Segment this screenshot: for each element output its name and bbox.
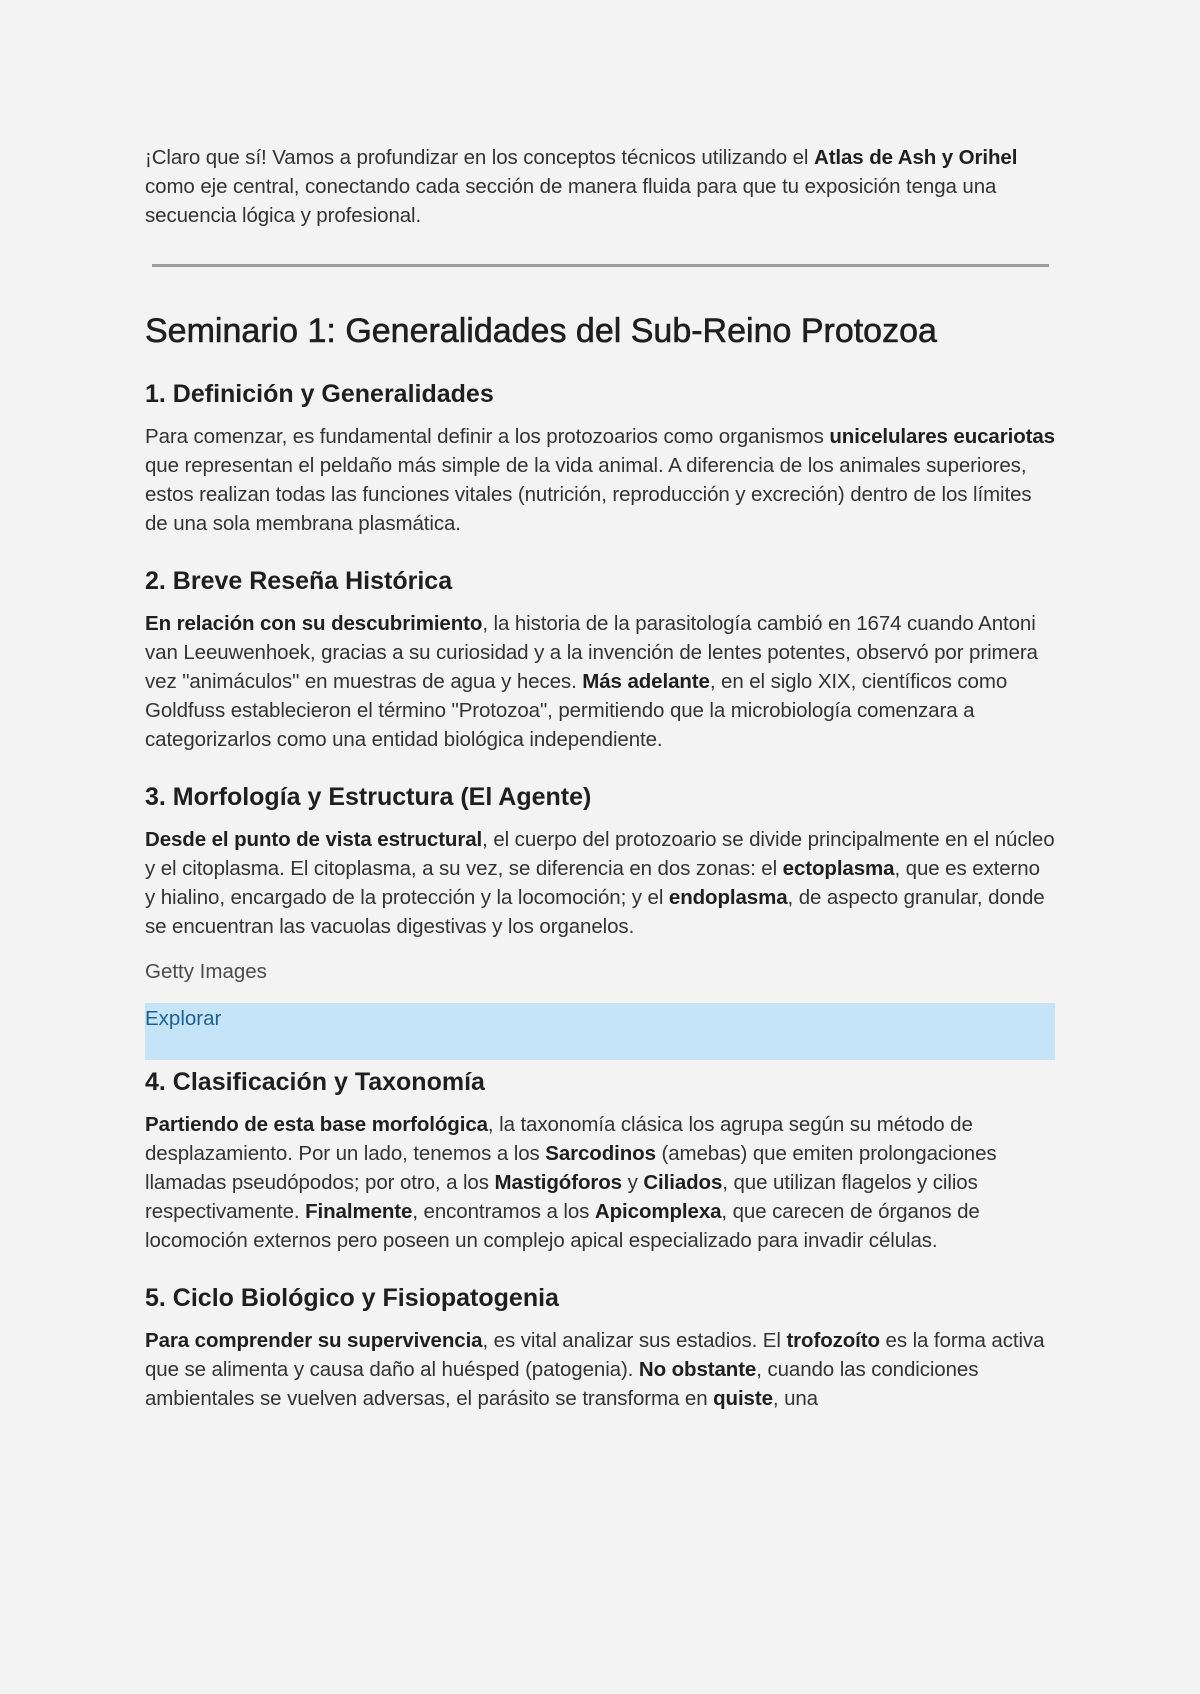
text-run: , encontramos a los <box>412 1200 595 1223</box>
bold-run: Apicomplexa <box>594 1200 722 1223</box>
section-heading: 1. Definición y Generalidades <box>145 380 494 408</box>
image-credit: Getty Images <box>145 960 267 983</box>
text-run: es la forma activa que se alimenta y causa daño al huésped (patogenia). <box>145 1329 1045 1381</box>
section-heading: 3. Morfología y Estructura (El Agente) <box>145 783 592 811</box>
bold-run: Más adelante <box>582 670 710 693</box>
section-historia <box>145 565 1055 754</box>
section-heading: 4. Clasificación y Taxonomía <box>145 1068 485 1096</box>
text-run: , de aspecto granular, donde se encuentran las vacuolas digestivas y los organelos. <box>145 886 1045 938</box>
text-run: (amebas) que emiten prolongaciones llamadas pseudópodos; por otro, a los <box>145 1142 997 1194</box>
bold-run: ectoplasma <box>782 857 895 880</box>
bold-run: Partiendo de esta base morfológica <box>145 1113 488 1136</box>
bold-run: Ciliados <box>643 1171 723 1194</box>
text-run: , que utilizan flagelos y cilios respectivamente. <box>145 1171 978 1223</box>
text-run: que representan el peldaño más simple de la vida animal. A diferencia de los animales superiores, estos realizan todas las funciones vitales (nutrición, reproducción y excreción) dentro de los límites de una sola membrana plasmática. <box>145 454 1032 535</box>
document-content <box>145 143 1055 1413</box>
bold-run: quiste <box>713 1387 773 1410</box>
text-run: , en el siglo XIX, científicos como Goldfuss establecieron el término "Protozoa", permitiendo que la microbiología comenzara a categorizarlos como una entidad biológica independiente. <box>145 670 1008 751</box>
text-run: , cuando las condiciones ambientales se vuelven adversas, el parásito se transforma en <box>145 1358 979 1410</box>
bold-run: Atlas de Ash y Orihel <box>813 146 1018 169</box>
text-run: como eje central, conectando cada sección de manera fluida para que tu exposición tenga una secuencia lógica y profesional. <box>145 175 997 227</box>
bold-run: Finalmente <box>305 1200 413 1223</box>
bold-run: Desde el punto de vista estructural <box>145 828 483 851</box>
bold-run: Para comprender su supervivencia <box>145 1329 483 1352</box>
section-paragraph <box>145 825 1055 941</box>
bold-run: En relación con su descubrimiento <box>145 612 483 635</box>
text-run: , una <box>772 1387 818 1410</box>
bold-run: No obstante <box>638 1358 757 1381</box>
section-paragraph <box>145 422 1055 538</box>
bold-run: Sarcodinos <box>545 1142 656 1165</box>
text-run: ¡Claro que sí! Vamos a profundizar en los conceptos técnicos utilizando el <box>145 146 814 169</box>
page-title: Seminario 1: Generalidades del Sub-Reino Protozoa <box>145 312 937 350</box>
explore-link[interactable]: Explorar <box>145 1007 222 1030</box>
text-run: , la historia de la parasitología cambió en 1674 cuando Antoni van Leeuwenhoek, gracias a su curiosidad y a la invención de lentes potentes, observó por primera vez "animáculos" en muestras de agua y heces. <box>145 612 1038 693</box>
section-heading: 2. Breve Reseña Histórica <box>145 567 453 595</box>
bold-run: Mastigóforos <box>494 1171 622 1194</box>
section-paragraph <box>145 609 1055 754</box>
text-run: y <box>621 1171 644 1194</box>
text-run: , que es externo y hialino, encargado de la protección y la locomoción; y el <box>145 857 1040 909</box>
text-run: Para comenzar, es fundamental definir a los protozoarios como organismos <box>145 425 830 448</box>
explore-bar[interactable] <box>145 1003 1055 1060</box>
section-ciclo <box>145 1282 1055 1413</box>
horizontal-divider <box>152 264 1049 267</box>
section-paragraph <box>145 1110 1055 1255</box>
text-run: , que carecen de órganos de locomoción externos pero poseen un complejo apical especializado para invadir células. <box>145 1200 980 1252</box>
bold-run: trofozoíto <box>786 1329 880 1352</box>
text-run: , es vital analizar sus estadios. El <box>482 1329 787 1352</box>
section-clasificacion <box>145 1066 1055 1255</box>
bold-run: unicelulares eucariotas <box>829 425 1055 448</box>
intro-paragraph <box>145 143 1055 230</box>
section-heading: 5. Ciclo Biológico y Fisiopatogenia <box>145 1284 559 1312</box>
section-paragraph <box>145 1326 1055 1413</box>
bold-run: endoplasma <box>668 886 788 909</box>
section-definicion <box>145 378 1055 538</box>
text-run: , el cuerpo del protozoario se divide principalmente en el núcleo y el citoplasma. El citoplasma, a su vez, se diferencia en dos zonas: el <box>145 828 1055 880</box>
section-morfologia <box>145 781 1055 1060</box>
text-run: , la taxonomía clásica los agrupa según su método de desplazamiento. Por un lado, tenemos a los <box>145 1113 973 1165</box>
